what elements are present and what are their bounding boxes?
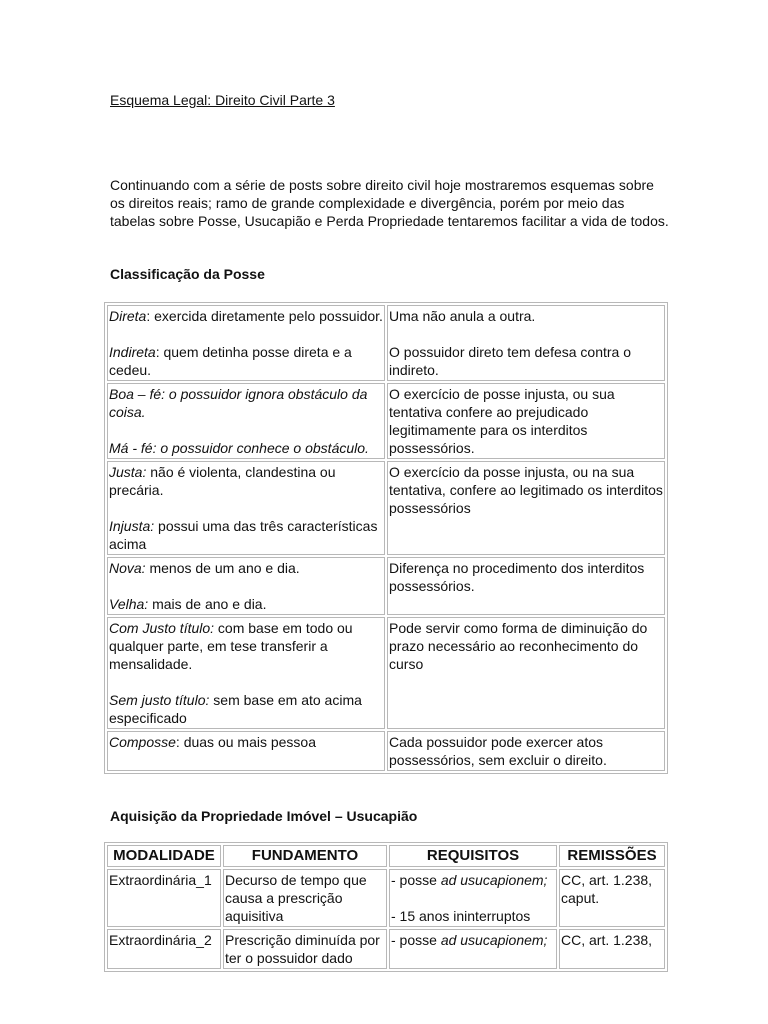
classification-paragraph bbox=[109, 559, 383, 577]
classification-definition: menos de um ano e dia. bbox=[145, 560, 300, 576]
classification-term: Boa – fé: o possuidor ignora obstáculo da coisa. bbox=[109, 386, 368, 420]
effect-paragraph: Cada possuidor pode exercer atos possessórios, sem excluir o direito. bbox=[389, 734, 607, 768]
classification-term: Nova: bbox=[109, 560, 146, 576]
classification-term: Velha: bbox=[109, 596, 149, 612]
posse-classification-cell bbox=[107, 617, 385, 729]
classification-definition: não é violenta, clandestina ou precária. bbox=[109, 464, 336, 498]
section-heading-usucapiao: Aquisição da Propriedade Imóvel – Usucapião bbox=[110, 808, 418, 824]
paragraph-gap bbox=[109, 421, 383, 439]
paragraph-gap bbox=[109, 673, 383, 691]
posse-effect-cell bbox=[387, 557, 665, 615]
classification-paragraph bbox=[109, 691, 383, 727]
classification-paragraph bbox=[109, 343, 383, 379]
requisitos-cell bbox=[389, 869, 557, 927]
effect-paragraph: O possuidor direto tem defesa contra o indireto. bbox=[389, 344, 632, 378]
requisito-prefix: - posse bbox=[391, 932, 441, 948]
classification-term: Direta bbox=[109, 308, 147, 324]
posse-effect-cell bbox=[387, 461, 665, 555]
posse-classification-cell bbox=[107, 557, 385, 615]
section-heading-posse: Classificação da Posse bbox=[110, 266, 265, 282]
posse-effect-cell bbox=[387, 617, 665, 729]
table-header-row bbox=[107, 845, 665, 867]
posse-classification-cell bbox=[107, 731, 385, 771]
fundamento-cell: Prescrição diminuída por ter o possuidor dado bbox=[223, 929, 387, 969]
classification-paragraph bbox=[109, 439, 383, 457]
posse-classification-cell bbox=[107, 383, 385, 459]
classification-definition: : duas ou mais pessoa bbox=[175, 734, 317, 750]
requisito-line bbox=[391, 931, 555, 949]
requisito-prefix: - posse bbox=[391, 872, 441, 888]
paragraph-gap bbox=[109, 499, 383, 517]
classification-paragraph bbox=[109, 307, 383, 325]
table-row bbox=[107, 383, 665, 459]
table-row bbox=[107, 929, 665, 969]
requisito-term: ad usucapionem; bbox=[440, 872, 548, 888]
classification-definition: : quem detinha posse direta e a cedeu. bbox=[109, 344, 352, 378]
modalidade-cell: Extraordinária_2 bbox=[107, 929, 221, 969]
table-row bbox=[107, 557, 665, 615]
classification-definition: possui uma das três características acima bbox=[109, 518, 378, 552]
column-header-fundamento: FUNDAMENTO bbox=[223, 845, 387, 867]
posse-effect-cell bbox=[387, 731, 665, 771]
posse-table bbox=[104, 302, 668, 774]
usucapiao-table bbox=[104, 842, 668, 972]
classification-paragraph bbox=[109, 463, 383, 499]
fundamento-cell: Decurso de tempo que causa a prescrição aquisitiva bbox=[223, 869, 387, 927]
paragraph-gap bbox=[109, 325, 383, 343]
classification-term: Justa: bbox=[109, 464, 147, 480]
posse-effect-cell bbox=[387, 383, 665, 459]
requisito-term: ad usucapionem; bbox=[440, 932, 548, 948]
posse-effect-cell bbox=[387, 305, 665, 381]
effect-paragraph: Uma não anula a outra. bbox=[389, 308, 536, 324]
classification-definition: : exercida diretamente pelo possuidor. bbox=[146, 308, 383, 324]
paragraph-gap bbox=[391, 889, 555, 907]
requisitos-cell bbox=[389, 929, 557, 969]
intro-paragraph: Continuando com a série de posts sobre direito civil hoje mostraremos esquemas sobre os direitos reais; ramo de grande complexidade e divergência, porém por meio das tabelas sobre Posse, Usucapião e Perda Propriedade tentaremos facilitar a vida de todos. bbox=[110, 177, 669, 229]
paragraph-gap bbox=[109, 577, 383, 595]
classification-definition: com base em todo ou qualquer parte, em tese transferir a mensalidade. bbox=[109, 620, 353, 672]
table-row bbox=[107, 305, 665, 381]
requisito-line bbox=[391, 871, 555, 889]
column-header-modalidade: MODALIDADE bbox=[107, 845, 221, 867]
column-header-remissoes: REMISSÕES bbox=[559, 845, 665, 867]
effect-paragraph: Pode servir como forma de diminuição do prazo necessário ao reconhecimento do curso bbox=[389, 620, 648, 672]
classification-definition: sem base em ato acima especificado bbox=[109, 692, 362, 726]
posse-classification-cell bbox=[107, 461, 385, 555]
classification-paragraph bbox=[109, 517, 383, 553]
column-header-requisitos: REQUISITOS bbox=[389, 845, 557, 867]
classification-term: Composse bbox=[109, 734, 176, 750]
classification-paragraph bbox=[109, 595, 383, 613]
table-row bbox=[107, 869, 665, 927]
table-row bbox=[107, 617, 665, 729]
remissoes-cell: CC, art. 1.238, caput. bbox=[559, 869, 665, 927]
effect-paragraph: Diferença no procedimento dos interditos possessórios. bbox=[389, 560, 645, 594]
classification-term: Com Justo título: bbox=[109, 620, 215, 636]
classification-paragraph bbox=[109, 385, 383, 421]
modalidade-cell: Extraordinária_1 bbox=[107, 869, 221, 927]
table-row bbox=[107, 731, 665, 771]
effect-paragraph: O exercício de posse injusta, ou sua tentativa confere ao prejudicado legitimamente para os interditos possessórios. bbox=[389, 386, 615, 456]
classification-definition: mais de ano e dia. bbox=[148, 596, 267, 612]
classification-term: Indireta bbox=[109, 344, 156, 360]
table-row bbox=[107, 461, 665, 555]
posse-classification-cell bbox=[107, 305, 385, 381]
classification-term: Má - fé: o possuidor conhece o obstáculo. bbox=[109, 440, 369, 456]
remissoes-cell: CC, art. 1.238, bbox=[559, 929, 665, 969]
classification-term: Injusta: bbox=[109, 518, 155, 534]
classification-paragraph bbox=[109, 619, 383, 673]
requisito-line: - 15 anos ininterruptos bbox=[391, 908, 531, 924]
paragraph-gap bbox=[389, 325, 663, 343]
document-title: Esquema Legal: Direito Civil Parte 3 bbox=[110, 92, 335, 108]
classification-paragraph bbox=[109, 733, 383, 751]
classification-term: Sem justo título: bbox=[109, 692, 210, 708]
effect-paragraph: O exercício da posse injusta, ou na sua tentativa, confere ao legitimado os interditos possessórios bbox=[389, 464, 663, 516]
